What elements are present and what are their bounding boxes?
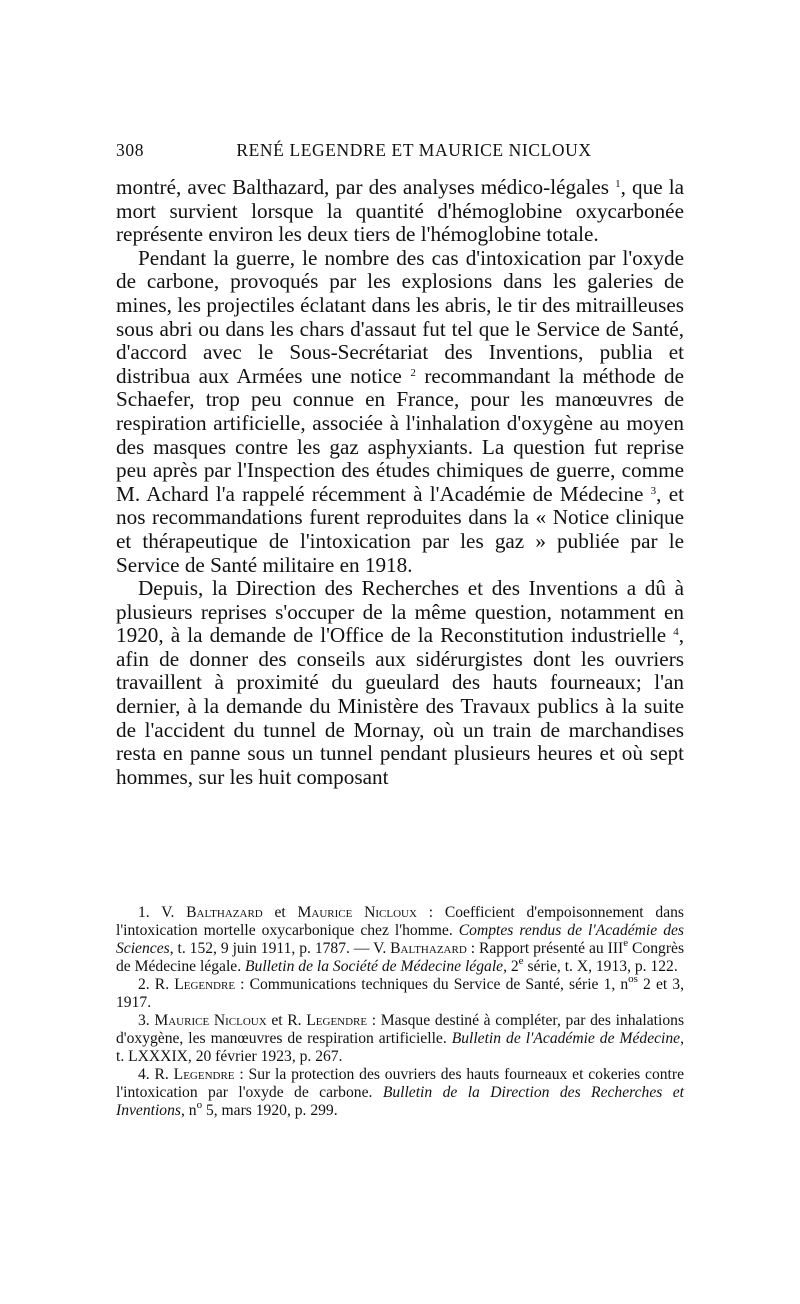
ordinal-suffix: e — [518, 955, 524, 967]
footnote-ref-1: 1 — [615, 178, 621, 190]
paragraph-text: montré, avec Balthazard, par des analyses médico-légales — [116, 175, 616, 199]
footnote-ref-4: 4 — [673, 626, 679, 639]
ordinal-suffix: e — [623, 937, 629, 949]
footnote-text: 5, mars 1920, p. 299. — [202, 1102, 338, 1119]
author-name: Maurice Nicloux — [154, 1012, 267, 1029]
journal-title: Bulletin de l'Académie de Médecine — [451, 1030, 681, 1047]
paragraph-text: Pendant la guerre, le nombre des cas d'intoxication par l'oxyde de carbone, provoqués par les explosions dans les galeries de mines, les projectiles éclatant dans les abris, le tir des mitrailleuses sous abri ou dans les chars d'assaut fut tel que le Service de Santé, d'accord avec le Sous-Secrétariat des Inventions, publia et distribua aux Armées une notice — [116, 245, 684, 388]
main-text — [116, 176, 684, 789]
footnote-3 — [116, 1012, 684, 1066]
footnotes — [116, 904, 684, 1120]
author-name: Legendre — [174, 976, 236, 993]
journal-title: Bulletin de la Société de Médecine légale — [245, 958, 504, 975]
footnote-text: et — [262, 904, 298, 921]
running-header — [116, 140, 684, 162]
footnote-text: et R. — [266, 1012, 307, 1029]
footnote-text: : Masque destiné à compléter, par des inhalations d'oxygène, les manœuvres de respiration artificielle. — [116, 1012, 685, 1047]
author-name: Balthazard — [186, 904, 263, 921]
footnote-text: : Communications techniques du Service de Santé, série 1, n — [235, 976, 629, 993]
footnote-1 — [116, 904, 684, 976]
author-name: Legendre — [173, 1066, 235, 1083]
ordinal-suffix: o — [196, 1099, 203, 1111]
footnote-text: , t. LXXXIX, 20 février 1923, p. 267. — [116, 1030, 684, 1065]
footnote-text: série, t. X, 1913, p. 122. — [523, 958, 678, 975]
journal-title: Comptes rendus de l'Académie des Sciences — [116, 922, 684, 957]
footnote-text: , n — [180, 1102, 197, 1119]
footnote-number: 4. R. — [138, 1066, 174, 1083]
footnote-number: 3. — [138, 1012, 155, 1029]
paragraph-text: recommandant la méthode de Schaefer, trop peu connue en France, pour les manœuvres de respiration artificielle, associée à l'inhalation d'oxygène au moyen des masques contre les gaz asphyxiants. La question fut reprise peu après par l'Inspection des études chimiques de guerre, comme M. Achard l'a rappelé récemment à l'Académie de Médecine — [116, 363, 684, 506]
footnote-text: : Sur la protection des ouvriers des hauts fourneaux et cokeries contre l'intoxication par l'oxyde de carbone. — [116, 1066, 684, 1101]
paragraph-text: , afin de donner des conseils aux sidérurgistes dont les ouvriers travaillent à proximité du gueulard des hauts fourneaux; l'an dernier, à la demande du Ministère des Travaux publics à la suite de l'accident du tunnel de Mornay, où un train de marchandises resta en panne sous un tunnel pendant plusieurs heures et où sept hommes, sur les huit composant — [116, 623, 684, 789]
paragraph-text: , et nos recommandations furent reproduites dans la « Notice clinique et thérapeutique de l'intoxication par les gaz » publiée par le Service de Santé militaire en 1918. — [116, 481, 684, 577]
running-title: RENÉ LEGENDRE ET MAURICE NICLOUX — [236, 140, 592, 160]
paragraph-text: Depuis, la Direction des Recherches et des Inventions a dû à plusieurs reprises s'occuper de la même question, notamment en 1920, à la demande de l'Office de la Reconstitution industrielle — [116, 576, 684, 648]
author-name: Legendre — [306, 1012, 368, 1029]
footnote-ref-3: 3 — [650, 484, 657, 497]
footnote-4 — [116, 1066, 684, 1120]
author-name: Balthazard — [390, 940, 467, 957]
footnote-text: , t. 152, 9 juin 1911, p. 1787. — V. — [169, 940, 391, 957]
paragraph-text: , que la mort survient lorsque la quantité d'hémoglobine oxycarbonée représente environ les deux tiers de l'hémoglobine totale. — [116, 175, 685, 247]
page-number: 308 — [116, 140, 145, 160]
footnote-number: 1. V. — [138, 904, 187, 921]
footnote-number: 2. R. — [138, 976, 175, 993]
footnote-text: 2 et 3, 1917. — [116, 976, 684, 1011]
paragraph-2 — [116, 247, 684, 577]
footnote-text: : Rapport présenté au III — [466, 940, 624, 957]
author-name: Maurice Nicloux — [297, 904, 417, 921]
paragraph-1 — [116, 176, 684, 247]
footnote-text: , 2 — [503, 958, 519, 975]
ordinal-suffix: os — [628, 973, 638, 985]
footnote-text: Congrès de Médecine légale. — [116, 940, 685, 975]
journal-title: Bulletin de la Direction des Recherches et Inventions — [116, 1084, 684, 1119]
paragraph-3 — [116, 577, 684, 789]
footnote-2 — [116, 973, 684, 1012]
footnote-text: : Coefficient d'empoisonnement dans l'intoxication mortelle oxycarbonique chez l'homme. — [116, 904, 684, 939]
footnote-ref-2: 2 — [410, 366, 416, 379]
